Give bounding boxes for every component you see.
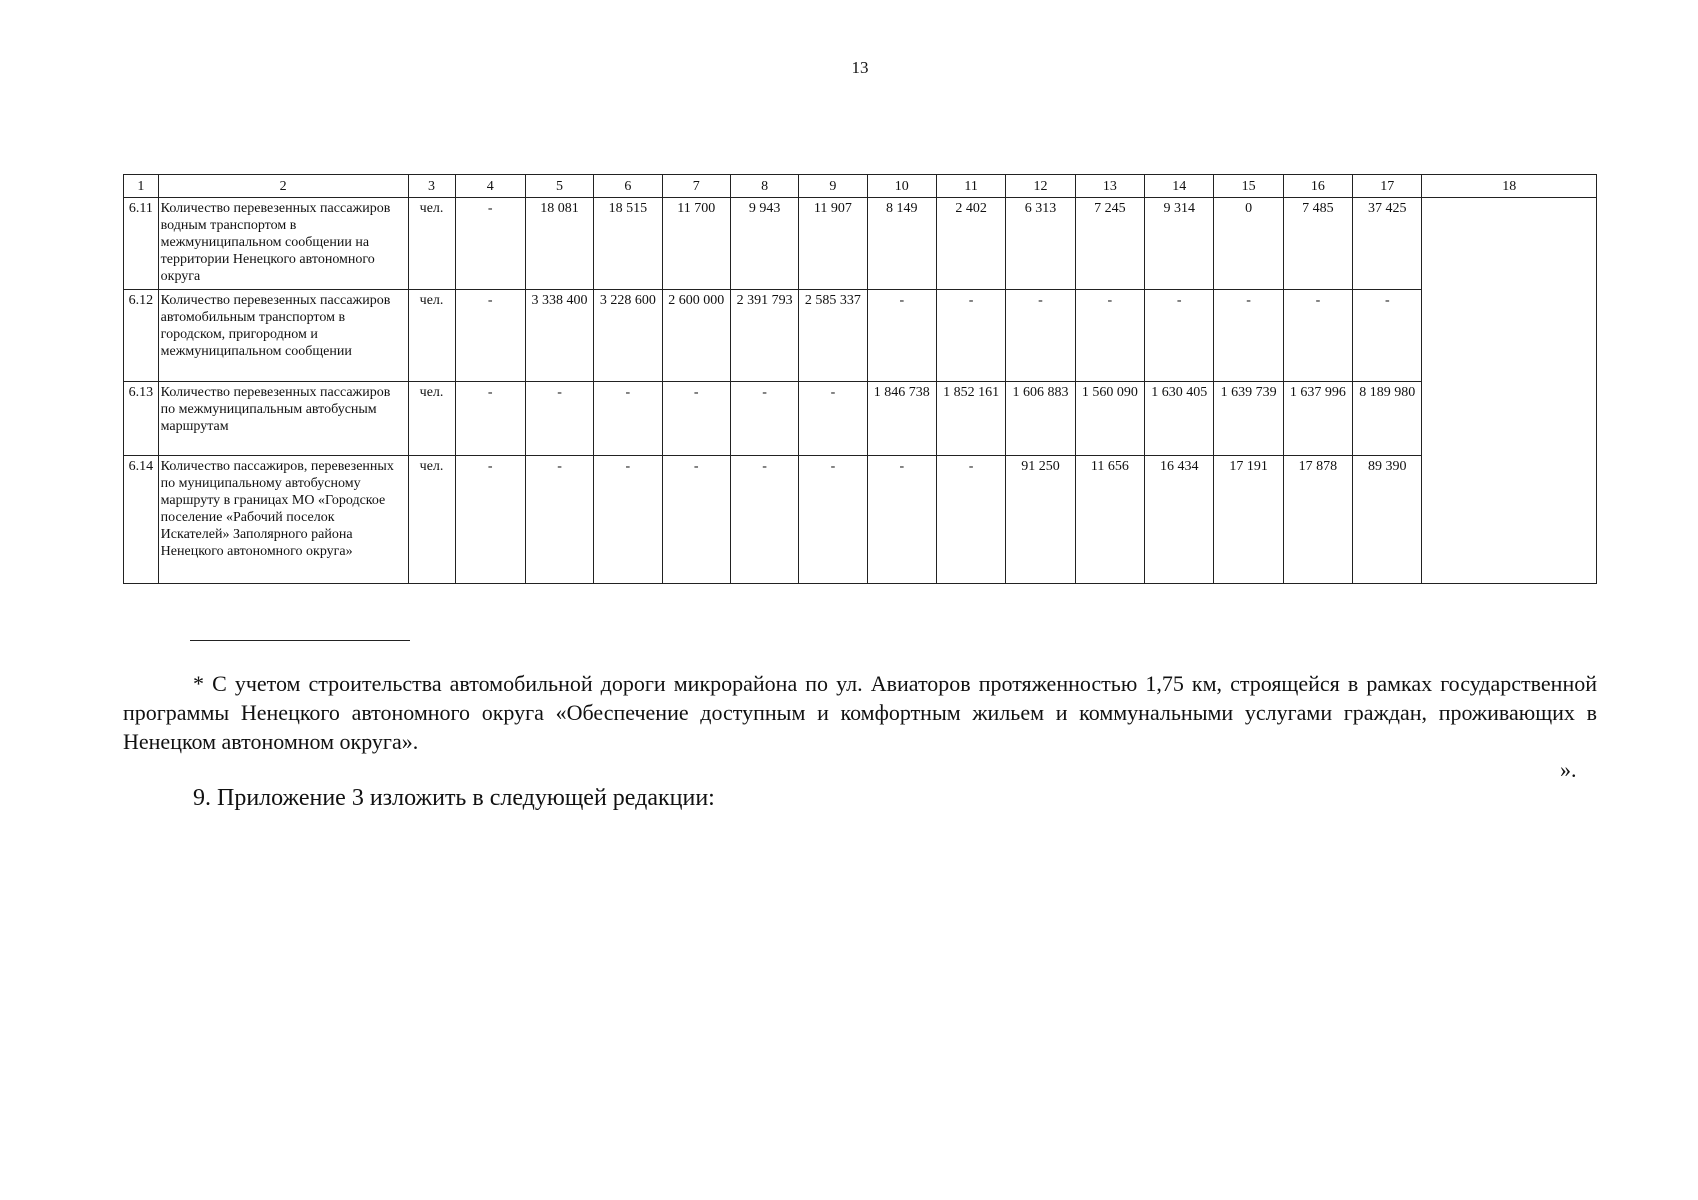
table-row	[124, 382, 1597, 456]
indicators-table	[123, 174, 1597, 584]
header-cell: 4	[455, 175, 525, 198]
value-cell: -	[594, 456, 662, 584]
footnote	[123, 669, 1597, 756]
value-cell: 1 630 405	[1145, 382, 1214, 456]
header-cell: 1	[124, 175, 159, 198]
row-unit: чел.	[408, 290, 455, 382]
header-cell: 6	[594, 175, 662, 198]
table-row	[124, 290, 1597, 382]
value-cell: 37 425	[1353, 198, 1422, 290]
header-cell: 13	[1075, 175, 1144, 198]
header-cell: 15	[1214, 175, 1283, 198]
table-row	[124, 198, 1597, 290]
value-cell: -	[662, 382, 730, 456]
header-cell: 11	[936, 175, 1005, 198]
value-cell: -	[594, 382, 662, 456]
value-cell: 7 245	[1075, 198, 1144, 290]
value-cell: -	[525, 456, 593, 584]
closing-quote: ».	[1560, 757, 1577, 782]
row-unit: чел.	[408, 382, 455, 456]
value-cell: -	[730, 456, 798, 584]
value-cell: 6 313	[1006, 198, 1075, 290]
value-cell: 16 434	[1145, 456, 1214, 584]
row-unit: чел.	[408, 456, 455, 584]
value-cell: -	[455, 382, 525, 456]
footnote-divider	[190, 640, 410, 641]
value-cell: -	[867, 290, 936, 382]
page-number: 13	[851, 58, 869, 77]
value-cell: -	[936, 456, 1005, 584]
value-cell: -	[1006, 290, 1075, 382]
value-cell: 1 639 739	[1214, 382, 1283, 456]
row-description: Количество перевезенных пассажиров по межмуниципальным автобусным маршрутам	[158, 382, 408, 456]
value-cell: 7 485	[1283, 198, 1352, 290]
value-cell: 17 191	[1214, 456, 1283, 584]
header-cell: 17	[1353, 175, 1422, 198]
value-cell: 18 515	[594, 198, 662, 290]
header-cell: 16	[1283, 175, 1352, 198]
row-unit: чел.	[408, 198, 455, 290]
value-cell: 11 656	[1075, 456, 1144, 584]
value-cell: -	[455, 456, 525, 584]
row-description: Количество пассажиров, перевезенных по муниципальному автобусному маршруту в границах МО «Городское поселение «Рабочий поселок Искателей» Заполярного района Ненецкого автономного округа»	[158, 456, 408, 584]
value-cell: -	[455, 198, 525, 290]
header-cell: 9	[799, 175, 867, 198]
header-cell: 5	[525, 175, 593, 198]
value-cell: -	[1075, 290, 1144, 382]
header-cell: 14	[1145, 175, 1214, 198]
header-cell: 18	[1422, 175, 1597, 198]
value-cell: 18 081	[525, 198, 593, 290]
row-number: 6.12	[124, 290, 159, 382]
header-cell: 7	[662, 175, 730, 198]
paragraph-9: 9. Приложение 3 изложить в следующей редакции:	[193, 785, 715, 811]
row-number: 6.14	[124, 456, 159, 584]
value-cell: 9 943	[730, 198, 798, 290]
value-cell: 1 560 090	[1075, 382, 1144, 456]
header-cell: 3	[408, 175, 455, 198]
value-cell: -	[662, 456, 730, 584]
value-cell: 1 852 161	[936, 382, 1005, 456]
value-cell: 11 907	[799, 198, 867, 290]
value-cell: 1 606 883	[1006, 382, 1075, 456]
value-cell: -	[936, 290, 1005, 382]
value-cell: -	[1214, 290, 1283, 382]
value-cell: 2 402	[936, 198, 1005, 290]
row-number: 6.13	[124, 382, 159, 456]
value-cell: -	[730, 382, 798, 456]
column-18-cell	[1422, 198, 1597, 584]
value-cell: 17 878	[1283, 456, 1352, 584]
value-cell: 11 700	[662, 198, 730, 290]
value-cell: 89 390	[1353, 456, 1422, 584]
value-cell: -	[455, 290, 525, 382]
value-cell: -	[799, 456, 867, 584]
value-cell: 2 391 793	[730, 290, 798, 382]
value-cell: -	[799, 382, 867, 456]
value-cell: 8 149	[867, 198, 936, 290]
value-cell: 9 314	[1145, 198, 1214, 290]
value-cell: 8 189 980	[1353, 382, 1422, 456]
footnote-text: * С учетом строительства автомобильной дороги микрорайона по ул. Авиаторов протяженностью 1,75 км, строящейся в рамках государственной программы Ненецкого автономного округа «Обеспечение доступным и комфортным жильем и коммунальными услугами граждан, проживающих в Ненецком автономном округа».	[123, 671, 1597, 754]
value-cell: 1 846 738	[867, 382, 936, 456]
header-cell: 10	[867, 175, 936, 198]
value-cell: -	[1353, 290, 1422, 382]
table-header-row	[124, 175, 1597, 198]
value-cell: -	[1283, 290, 1352, 382]
value-cell: 2 600 000	[662, 290, 730, 382]
value-cell: -	[867, 456, 936, 584]
value-cell: 3 228 600	[594, 290, 662, 382]
row-number: 6.11	[124, 198, 159, 290]
row-description: Количество перевезенных пассажиров автомобильным транспортом в городском, пригородном и межмуниципальном сообщении	[158, 290, 408, 382]
header-cell: 12	[1006, 175, 1075, 198]
value-cell: 1 637 996	[1283, 382, 1352, 456]
table-row	[124, 456, 1597, 584]
header-cell: 8	[730, 175, 798, 198]
value-cell: 91 250	[1006, 456, 1075, 584]
value-cell: 0	[1214, 198, 1283, 290]
row-description: Количество перевезенных пассажиров водным транспортом в межмуниципальном сообщении на территории Ненецкого автономного округа	[158, 198, 408, 290]
value-cell: 3 338 400	[525, 290, 593, 382]
header-cell: 2	[158, 175, 408, 198]
value-cell: -	[1145, 290, 1214, 382]
value-cell: 2 585 337	[799, 290, 867, 382]
value-cell: -	[525, 382, 593, 456]
